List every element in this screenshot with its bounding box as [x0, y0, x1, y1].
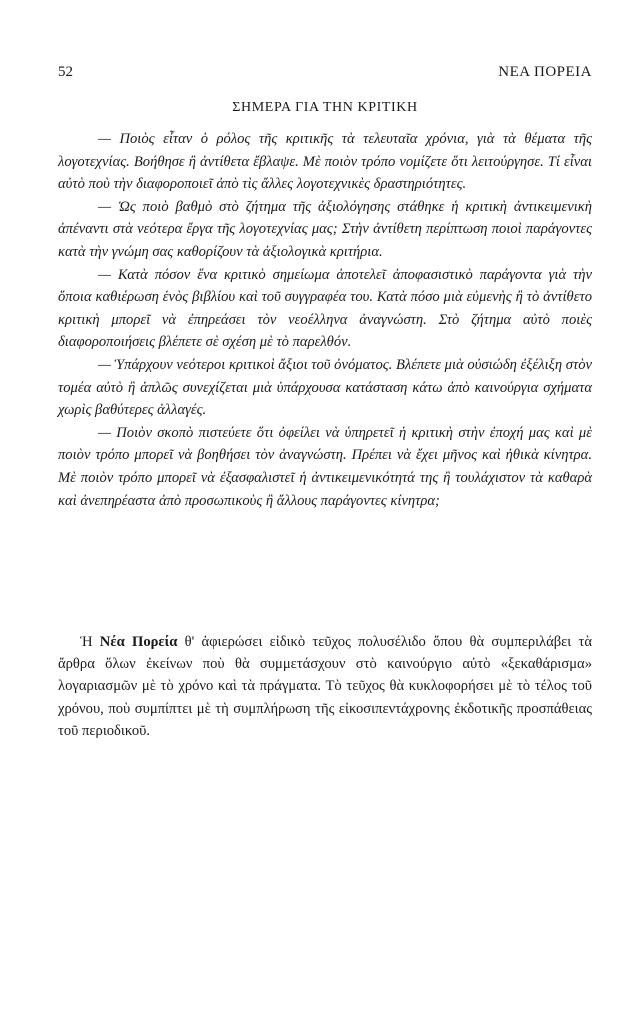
page-number: 52: [58, 64, 73, 80]
journal-name-emphasis: Νέα Πορεία: [99, 634, 178, 650]
questions-list: [58, 128, 592, 512]
editorial-note-prefix: Ἡ: [80, 634, 100, 650]
question-paragraph: — Ὑπάρχουν νεότεροι κριτικοὶ ἄξιοι τοῦ ὀνόματος. Βλέπετε μιὰ οὐσιώδη ἐξέλιξη στὸν τομέα αὐτὸ ἢ ἁπλῶς συνεχίζεται μιὰ ὑπάρχουσα κατάσταση κάτω ἀπὸ καινούργια σχήματα χωρὶς βαθύτερες ἀλλαγές.: [58, 356, 592, 419]
editorial-note: [58, 631, 592, 742]
editorial-note-text: θ' ἀφιερώσει εἰδικὸ τεῦχος πολυσέλιδο ὅπου θὰ συμπεριλάβει τὰ ἄρθρα ὅλων ἐκείνων ποὺ θὰ συμμετάσχουν στὸ καινούργιο αὐτὸ «ξεκαθάρισμα» λογαριασμῶν μὲ τὸ χρόνο καὶ τὰ πράγματα. Τὸ τεῦχος θὰ κυκλοφορήσει μὲ τὸ τέλος τοῦ χρόνου, ποὺ συμπίπτει μὲ τὴ συμπλήρωση τῆς εἰκοσιπεντάχρονης ἐκδοτικῆς προσπάθειας τοῦ περιοδικοῦ.: [58, 634, 592, 739]
section-title: ΣΗΜΕΡΑ ΓΙΑ ΤΗΝ ΚΡΙΤΙΚΗ: [232, 100, 418, 115]
question-paragraph: — Ποιὸν σκοπὸ πιστεύετε ὅτι ὀφείλει νὰ ὑπηρετεῖ ἡ κριτικὴ στὴν ἐποχή μας καὶ μὲ ποιὸν τρόπο μπορεῖ νὰ βοηθήσει τὸν ἀναγνώστη. Πρέπει νὰ ἔχει μῆνος καὶ ἠθικὰ κίνητρα. Μὲ ποιὸν τρόπο μπορεῖ νὰ ἐξασφαλιστεῖ ἡ ἀντικειμενικότητά της ἢ τουλάχιστον τὰ καθαρὰ καὶ ἀνεπηρέαστα ἀπὸ προσωπικοὺς ἢ ἄλλους παράγοντες κίνητρα;: [58, 424, 592, 509]
question-paragraph: — Κατὰ πόσον ἕνα κριτικὸ σημείωμα ἀποτελεῖ ἀποφασιστικὸ παράγοντα γιὰ τὴν ὅποια καθιέρωση ἑνὸς βιβλίου καὶ τοῦ συγγραφέα του. Κατὰ πόσο μιὰ εὐμενὴς ἢ τὸ ἀντίθετο κριτικὴ μπορεῖ νὰ ἐπηρεάσει τὸν νεοέλληνα ἀναγνώστη. Στὸ ζήτημα αὐτὸ ποιὲς διαφοροποιήσεις βλέπετε σὲ σχέση μὲ τὸ παρελθόν.: [58, 266, 592, 351]
question-paragraph: — Ποιὸς εἶταν ὁ ρόλος τῆς κριτικῆς τὰ τελευταῖα χρόνια, γιὰ τὰ θέματα τῆς λογοτεχνίας. Βοήθησε ἢ ἀντίθετα ἔβλαψε. Μὲ ποιὸν τρόπο νομίζετε ὅτι λειτούργησε. Τί εἶναι αὐτὸ ποὺ τὴν διαφοροποιεῖ ἀπὸ τὶς ἄλλες λογοτεχνικὲς δραστηριότητες.: [58, 131, 592, 193]
journal-name: ΝΕΑ ΠΟΡΕΙΑ: [498, 64, 592, 80]
question-paragraph: — Ὡς ποιὸ βαθμὸ στὸ ζήτημα τῆς ἀξιολόγησης στάθηκε ἡ κριτικὴ ἀντικειμενικὴ ἀπέναντι στὰ νεότερα ἔργα τῆς λογοτεχνίας μας; Στὴν ἀντίθετη περίπτωση ποιοὶ παράγοντες κατὰ τὴν γνώμη σας καθορίζουν τὰ ἀξιολογικὰ κριτήρια.: [58, 198, 592, 260]
running-header: [58, 64, 592, 84]
